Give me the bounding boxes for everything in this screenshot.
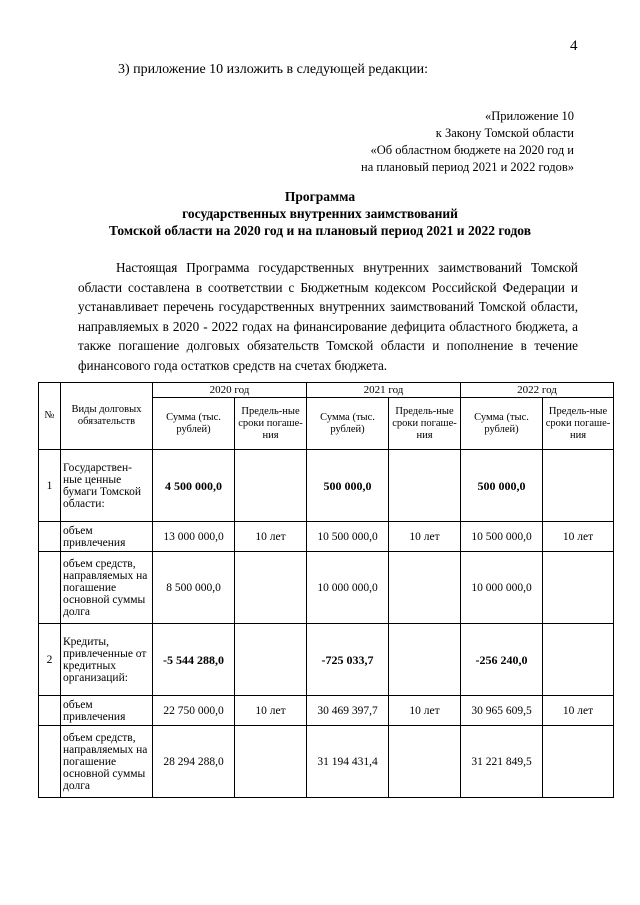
subheader-term: Предель-ные сроки погаше-ния: [235, 398, 307, 450]
row-name: объем привлечения: [61, 522, 153, 552]
cell-term-2022: [543, 552, 614, 624]
cell-sum-2021: 10 000 000,0: [307, 552, 389, 624]
program-description: Настоящая Программа государственных внутренних заимствований Томской области составлена в соответствии с Бюджетным кодексом Российской Федерации и устанавливает перечень государственных внутренних заимствований Томской области, направляемых в 2020 - 2022 годах на финансирование дефицита областного бюджета, а также погашение долговых обязательств Томской области и пополнение в течение финансового года остатков средств на счетах бюджета.: [78, 260, 578, 373]
cell-sum-2021: 500 000,0: [307, 450, 389, 522]
column-header-number: №: [39, 383, 61, 450]
subheader-sum: Сумма (тыс. рублей): [461, 398, 543, 450]
cell-sum-2020: 22 750 000,0: [153, 696, 235, 726]
cell-term-2020: 10 лет: [235, 696, 307, 726]
row-number: [39, 696, 61, 726]
appendix-line: к Закону Томской области: [435, 126, 574, 140]
year-header-2021: 2021 год: [307, 383, 461, 398]
cell-sum-2022: 10 000 000,0: [461, 552, 543, 624]
cell-term-2022: 10 лет: [543, 522, 614, 552]
cell-sum-2022: -256 240,0: [461, 624, 543, 696]
row-name: объем привлечения: [61, 696, 153, 726]
cell-sum-2021: 30 469 397,7: [307, 696, 389, 726]
document-title: [0, 188, 640, 239]
year-header-2022: 2022 год: [461, 383, 614, 398]
cell-sum-2021: 31 194 431,4: [307, 726, 389, 798]
appendix-line: «Приложение 10: [485, 109, 574, 123]
title-line: государственных внутренних заимствований: [182, 206, 458, 221]
appendix-line: «Об областном бюджете на 2020 год и: [370, 143, 574, 157]
row-name: Государствен-ные ценные бумаги Томской области:: [61, 450, 153, 522]
title-line: Томской области на 2020 год и на плановый период 2021 и 2022 годов: [108, 223, 532, 238]
cell-sum-2020: -5 544 288,0: [153, 624, 235, 696]
cell-term-2020: [235, 624, 307, 696]
cell-term-2022: [543, 450, 614, 522]
table-row: [39, 522, 614, 552]
row-number: 1: [39, 450, 61, 522]
cell-term-2020: 10 лет: [235, 522, 307, 552]
cell-sum-2021: -725 033,7: [307, 624, 389, 696]
row-number: [39, 522, 61, 552]
table-row: [39, 450, 614, 522]
row-number: [39, 726, 61, 798]
appendix-line: на плановый период 2021 и 2022 годов»: [361, 160, 574, 174]
cell-term-2021: [389, 624, 461, 696]
intro-text: 3) приложение 10 изложить в следующей редакции:: [118, 62, 428, 77]
row-name: объем средств, направляемых на погашение основной суммы долга: [61, 726, 153, 798]
cell-sum-2022: 30 965 609,5: [461, 696, 543, 726]
year-header-2020: 2020 год: [153, 383, 307, 398]
borrowing-table: [38, 382, 614, 798]
cell-term-2021: 10 лет: [389, 522, 461, 552]
cell-sum-2020: 13 000 000,0: [153, 522, 235, 552]
cell-sum-2022: 31 221 849,5: [461, 726, 543, 798]
cell-term-2020: [235, 552, 307, 624]
cell-sum-2020: 8 500 000,0: [153, 552, 235, 624]
row-name: Кредиты, привлеченные от кредитных организаций:: [61, 624, 153, 696]
appendix-reference: [361, 108, 574, 176]
page-number: 4: [570, 38, 578, 54]
subheader-term: Предель-ные сроки погаше-ния: [389, 398, 461, 450]
row-number: [39, 552, 61, 624]
table-row: [39, 696, 614, 726]
title-line: Программа: [284, 189, 356, 204]
cell-term-2022: 10 лет: [543, 696, 614, 726]
cell-term-2020: [235, 450, 307, 522]
cell-term-2021: 10 лет: [389, 696, 461, 726]
subheader-sum: Сумма (тыс. рублей): [307, 398, 389, 450]
subheader-sum: Сумма (тыс. рублей): [153, 398, 235, 450]
cell-sum-2022: 10 500 000,0: [461, 522, 543, 552]
cell-sum-2020: 28 294 288,0: [153, 726, 235, 798]
cell-sum-2022: 500 000,0: [461, 450, 543, 522]
row-name: объем средств, направляемых на погашение основной суммы долга: [61, 552, 153, 624]
cell-term-2021: [389, 450, 461, 522]
subheader-term: Предель-ные сроки погаше-ния: [543, 398, 614, 450]
cell-term-2022: [543, 726, 614, 798]
cell-term-2021: [389, 726, 461, 798]
table-row: [39, 552, 614, 624]
cell-term-2020: [235, 726, 307, 798]
row-number: 2: [39, 624, 61, 696]
table-row: [39, 726, 614, 798]
table-row: [39, 624, 614, 696]
cell-term-2021: [389, 552, 461, 624]
cell-sum-2020: 4 500 000,0: [153, 450, 235, 522]
column-header-type: Виды долговых обязательств: [61, 383, 153, 450]
cell-sum-2021: 10 500 000,0: [307, 522, 389, 552]
cell-term-2022: [543, 624, 614, 696]
